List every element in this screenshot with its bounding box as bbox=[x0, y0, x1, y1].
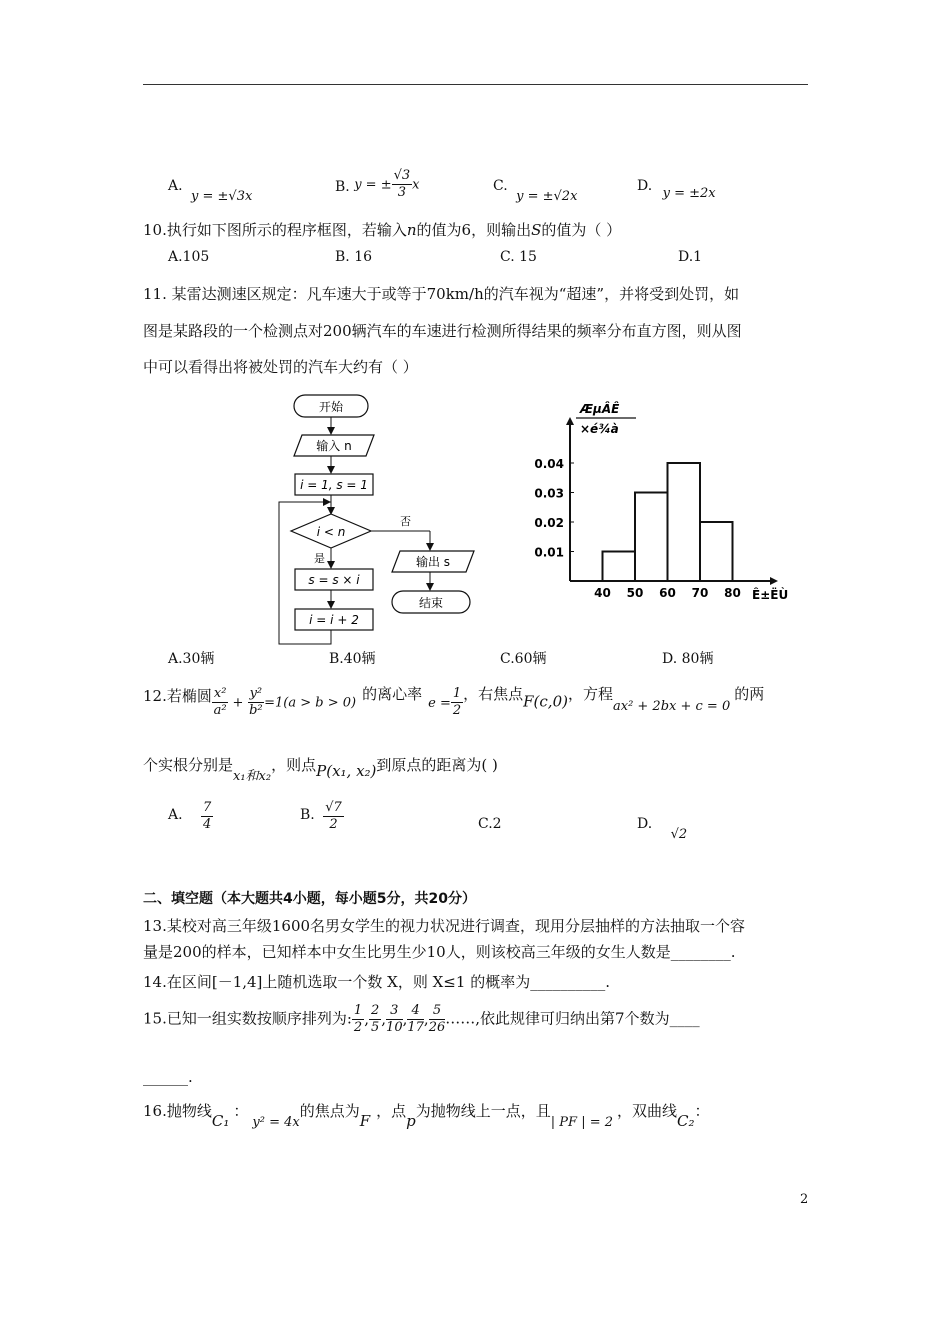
section-title-fill-in: 二、填空题（本大题共4小题，每小题5分，共20分） bbox=[143, 891, 476, 907]
q15-fraction: $\frac{4}{17}$ bbox=[407, 1003, 424, 1035]
page-number: 2 bbox=[800, 1192, 809, 1207]
flow-init-label: i = 1, s = 1 bbox=[300, 478, 368, 492]
q12-option-c: C.2 bbox=[478, 816, 502, 832]
q13-line2: 量是200的样本，已知样本中女生比男生少10人，则该校高三年级的女生人数是________. bbox=[143, 943, 736, 961]
histogram-bar bbox=[700, 522, 733, 581]
q15-fraction: $\frac{1}{2}$ bbox=[353, 1003, 363, 1035]
q11-line2: 图是某路段的一个检测点对200辆汽车的车速进行检测所得结果的频率分布直方图，则从图 bbox=[143, 322, 742, 340]
x-tick-label: 80 bbox=[724, 586, 741, 600]
y-tick-label: 0.03 bbox=[534, 486, 564, 501]
y-axis-arrow bbox=[566, 417, 574, 425]
q12-option-b: B. $\frac{√7}{2}$ bbox=[300, 800, 342, 832]
q12-line2: 个实根分别是x₁和x₂，则点P(x₁, x₂)到原点的距离为( ) bbox=[143, 756, 498, 784]
x-tick-label: 50 bbox=[626, 586, 644, 600]
flow-end-label: 结束 bbox=[418, 596, 444, 610]
x-tick-label: 40 bbox=[594, 586, 611, 600]
q9-option-d: D. y = ±2x bbox=[637, 178, 716, 201]
flow-output-label: 输出 s bbox=[415, 555, 451, 569]
q11-option-a: A.30辆 bbox=[168, 651, 215, 667]
q9-option-b: B. y = ± $\frac{√3}{3}$ x bbox=[335, 168, 420, 200]
histogram-bar bbox=[635, 493, 668, 582]
histogram bbox=[520, 395, 790, 610]
flow-start-label: 开始 bbox=[318, 400, 344, 414]
q11-option-b: B.40辆 bbox=[329, 651, 376, 667]
q15-sequence: $\frac{1}{2}$ , $\frac{2}{5}$ , $\frac{3}{10}$ , $\frac{4}{17}$ , $\frac{5}{26}$ bbox=[353, 1003, 446, 1035]
q15-line2: ______. bbox=[143, 1068, 193, 1086]
q11-line1: 11. 某雷达测速区规定：凡车速大于或等于70km/h的汽车视为“超速”，并将受到处罚，如 bbox=[143, 285, 740, 303]
x-axis-label: Ê±ËÙ bbox=[752, 588, 789, 602]
y-axis-label-top: ÆµÂÊ bbox=[580, 402, 620, 416]
q14-text: 14.在区间[－1,4]上随机选取一个数 X，则 X≤1 的概率为__________. bbox=[143, 973, 610, 991]
q9-option-a: A. y = ±√3x bbox=[168, 178, 253, 204]
flow-decision-label: i < n bbox=[316, 525, 346, 539]
x-tick-label: 60 bbox=[659, 586, 676, 600]
q10-option-d: D.1 bbox=[678, 249, 703, 265]
flow-update-s-label: s = s × i bbox=[308, 573, 360, 587]
q11-option-d: D. 80辆 bbox=[662, 651, 714, 667]
flow-input-label: 输入 n bbox=[316, 439, 352, 453]
header-rule bbox=[143, 84, 808, 85]
y-axis-label-bottom: ×é¾à bbox=[580, 422, 619, 436]
q12-option-d: D. √2 bbox=[637, 816, 688, 842]
q10-option-b: B. 16 bbox=[335, 249, 373, 265]
q15-fraction: $\frac{5}{26}$ bbox=[428, 1003, 446, 1035]
q13-line1: 13.某校对高三年级1600名男女学生的视力状况进行调查，现用分层抽样的方法抽取一个容 bbox=[143, 917, 746, 935]
flow-no-label: 否 bbox=[400, 515, 411, 528]
q11-line3: 中可以看得出将被处罚的汽车大约有（ ） bbox=[143, 358, 418, 376]
flow-update-i-label: i = i + 2 bbox=[309, 613, 359, 627]
flowchart bbox=[270, 390, 485, 650]
histogram-bar bbox=[668, 463, 701, 581]
q15-fraction: $\frac{2}{5}$ bbox=[370, 1003, 380, 1035]
y-tick-label: 0.02 bbox=[534, 516, 564, 530]
histogram-bar bbox=[603, 552, 636, 582]
q12-line1: 12.若椭圆 $\frac{\text{x²}}{\text{a²}}$ + $\frac{\text{y²}}{\text{b²}}$ =1(a > b > 0)的离心率e = $\frac{1}{2}$ ，右焦点F(c,0)，方程ax² + 2bx + c = 0的两 bbox=[143, 684, 765, 718]
q12-option-a: A. $\frac{7}{4}$ bbox=[168, 800, 212, 832]
x-tick-label: 70 bbox=[691, 586, 709, 600]
q10-stem: 10.执行如下图所示的程序框图，若输入n的值为6，则输出S的值为（ ） bbox=[143, 221, 622, 239]
x-axis-arrow bbox=[770, 577, 778, 585]
q15-fraction: $\frac{3}{10}$ bbox=[386, 1003, 403, 1035]
y-tick-label: 0.01 bbox=[534, 545, 564, 560]
q15-line1: 15.已知一组实数按顺序排列为: $\frac{1}{2}$ , $\frac{2}{5}$ , $\frac{3}{10}$ , $\frac{4}{17}$ , $\frac{5}{26}$ ……,依此规律可归纳出第7个数为____ bbox=[143, 1003, 700, 1035]
q11-option-c: C.60辆 bbox=[500, 651, 547, 667]
y-tick-label: 0.04 bbox=[534, 457, 564, 471]
flow-yes-label: 是 bbox=[314, 552, 325, 565]
q10-option-c: C. 15 bbox=[500, 249, 537, 265]
q9-option-c: C. y = ±√2x bbox=[493, 178, 578, 204]
q16-line1: 16.抛物线C₁：y² = 4x的焦点为F，点p为抛物线上一点，且| PF | = 2，双曲线C₂： bbox=[143, 1102, 710, 1130]
q10-option-a: A.105 bbox=[168, 249, 210, 265]
